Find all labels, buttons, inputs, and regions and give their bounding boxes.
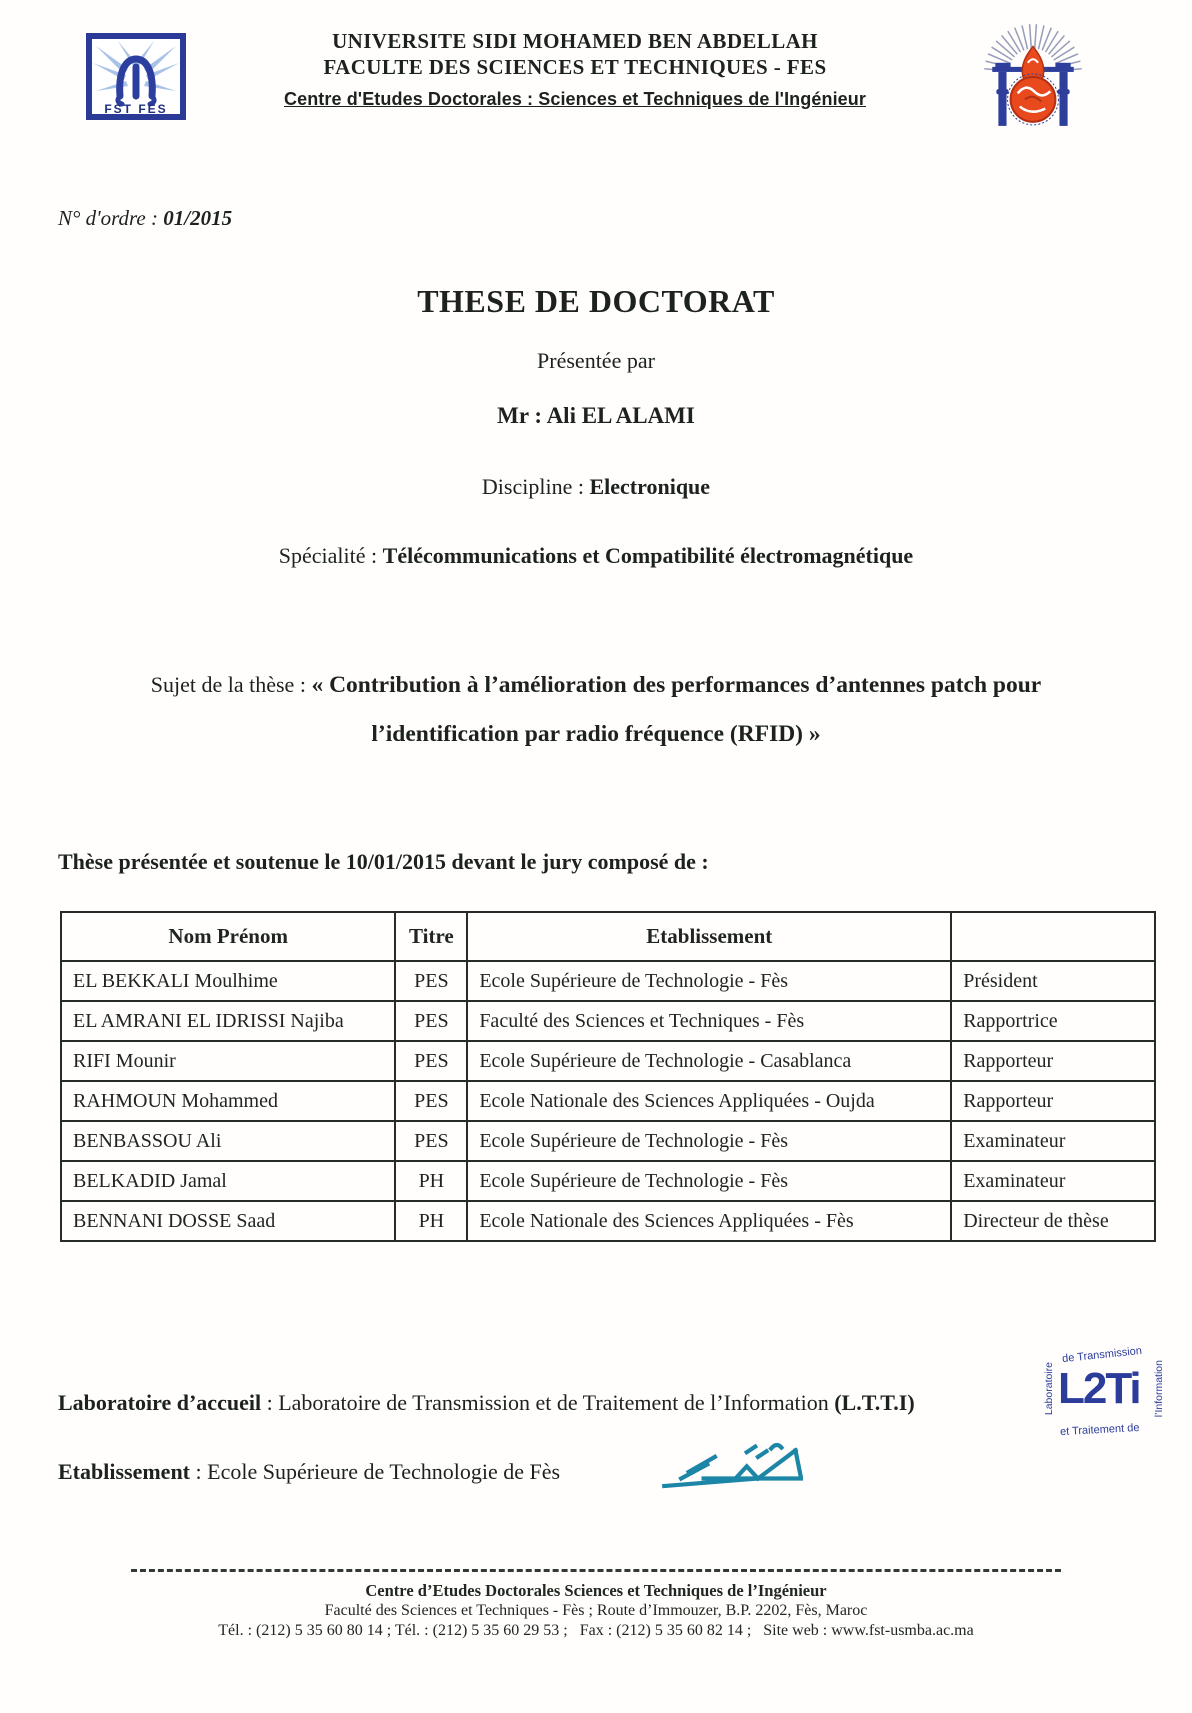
jury-role-cell: Examinateur <box>951 1161 1155 1201</box>
jury-title-cell: PES <box>395 1041 467 1081</box>
page-title: THESE DE DOCTORAT <box>417 283 775 319</box>
jury-role-cell: Rapportrice <box>951 1001 1155 1041</box>
university-seal-logo <box>982 18 1084 132</box>
doctoral-center-name: Centre d'Etudes Doctorales : Sciences et Techniques de l'Ingénieur <box>284 89 866 109</box>
subject-label: Sujet de la thèse : <box>150 672 312 697</box>
laboratory-line <box>58 1390 915 1416</box>
footer-contacts: Tél. : (212) 5 35 60 80 14 ; Tél. : (212) 5 35 60 29 53 ; Fax : (212) 5 35 60 82 14 ; Site web : www.fst-usmba.ac.ma <box>218 1622 974 1639</box>
jury-role-cell: Président <box>951 961 1155 1001</box>
jury-name-cell: BELKADID Jamal <box>61 1161 395 1201</box>
footer-divider <box>131 1569 1061 1572</box>
jury-role-cell: Directeur de thèse <box>951 1201 1155 1241</box>
establishment-label: Etablissement <box>58 1459 190 1484</box>
footer-address: Faculté des Sciences et Techniques - Fès ; Route d’Immouzer, B.P. 2202, Fès, Maroc <box>324 1602 868 1619</box>
seal-calligraphy <box>1008 47 1059 125</box>
jury-name-cell: RAHMOUN Mohammed <box>61 1081 395 1121</box>
specialite-line <box>0 543 1192 569</box>
ltti-lab-logo <box>1043 1344 1165 1450</box>
ltti-logo-right-text: l’Information <box>1153 1360 1165 1418</box>
jury-institution-cell: Ecole Supérieure de Technologie - Fès <box>467 1121 951 1161</box>
ltti-logo-bottom-text: et Traitement de <box>1059 1421 1140 1439</box>
est-fes-signature-logo <box>653 1440 803 1502</box>
jury-title-cell: PH <box>395 1201 467 1241</box>
laboratory-separator: : <box>261 1390 279 1415</box>
order-number-line <box>58 206 232 231</box>
col-header-title: Titre <box>395 912 467 961</box>
col-header-role <box>951 912 1155 961</box>
fst-logo-label: FST FES <box>104 102 168 116</box>
establishment-line <box>58 1459 560 1485</box>
jury-institution-cell: Ecole Supérieure de Technologie - Fès <box>467 1161 951 1201</box>
jury-institution-cell: Ecole Nationale des Sciences Appliquées - Oujda <box>467 1081 951 1121</box>
jury-role-cell: Examinateur <box>951 1121 1155 1161</box>
laboratory-acronym: (L.T.T.I) <box>834 1390 915 1415</box>
jury-institution-cell: Ecole Supérieure de Technologie - Fès <box>467 961 951 1001</box>
laboratory-label: Laboratoire d’accueil <box>58 1390 262 1415</box>
author-name: Mr : Ali EL ALAMI <box>497 403 695 428</box>
thesis-subject <box>28 660 1164 759</box>
table-row <box>61 1081 1155 1121</box>
jury-name-cell: RIFI Mounir <box>61 1041 395 1081</box>
specialite-value: Télécommunications et Compatibilité électromagnétique <box>382 543 914 568</box>
table-header-row <box>61 912 1155 961</box>
ltti-logo-wordmark: L2Ti <box>1058 1364 1140 1413</box>
jury-title-cell: PES <box>395 1001 467 1041</box>
table-row <box>61 1041 1155 1081</box>
jury-name-cell: BENBASSOU Ali <box>61 1121 395 1161</box>
jury-title-cell: PES <box>395 1121 467 1161</box>
jury-name-cell: BENNANI DOSSE Saad <box>61 1201 395 1241</box>
laboratory-text: Laboratoire de Transmission et de Traitement de l’Information <box>278 1390 835 1415</box>
table-row <box>61 1001 1155 1041</box>
jury-institution-cell: Ecole Supérieure de Technologie - Casablanca <box>467 1041 951 1081</box>
header-titles <box>185 28 965 110</box>
jury-name-cell: EL BEKKALI Moulhime <box>61 961 395 1001</box>
ltti-logo-top-text: de Transmission <box>1061 1344 1143 1366</box>
order-number-label: N° d'ordre : <box>58 206 164 230</box>
discipline-label: Discipline : <box>481 474 590 499</box>
ltti-logo-left-text: Laboratoire <box>1043 1362 1055 1416</box>
subject-text-line2: l’identification par radio fréquence (RFID) » <box>371 721 821 747</box>
table-row <box>61 1121 1155 1161</box>
table-row <box>61 961 1155 1001</box>
faculty-name: FACULTE DES SCIENCES ET TECHNIQUES - FES <box>323 55 827 79</box>
jury-institution-cell: Faculté des Sciences et Techniques - Fès <box>467 1001 951 1041</box>
discipline-line <box>0 474 1192 500</box>
jury-institution-cell: Ecole Nationale des Sciences Appliquées - Fès <box>467 1201 951 1241</box>
fst-fes-logo <box>86 33 186 120</box>
col-header-institution: Etablissement <box>467 912 951 961</box>
order-number-value: 01/2015 <box>163 206 233 230</box>
footer <box>0 1581 1192 1641</box>
establishment-separator: : <box>190 1459 208 1484</box>
establishment-text: Ecole Supérieure de Technologie de Fès <box>207 1459 561 1484</box>
presented-by-line: Présentée par <box>537 348 655 373</box>
col-header-name: Nom Prénom <box>61 912 395 961</box>
jury-intro-line: Thèse présentée et soutenue le 10/01/2015 devant le jury composé de : <box>58 849 709 874</box>
jury-role-cell: Rapporteur <box>951 1041 1155 1081</box>
discipline-value: Electronique <box>589 474 711 499</box>
table-row <box>61 1201 1155 1241</box>
university-name: UNIVERSITE SIDI MOHAMED BEN ABDELLAH <box>332 29 818 53</box>
jury-role-cell: Rapporteur <box>951 1081 1155 1121</box>
footer-center-name: Centre d’Etudes Doctorales Sciences et Techniques de l’Ingénieur <box>365 1581 827 1600</box>
jury-title-cell: PES <box>395 961 467 1001</box>
table-row <box>61 1161 1155 1201</box>
jury-title-cell: PH <box>395 1161 467 1201</box>
jury-title-cell: PES <box>395 1081 467 1121</box>
thesis-subject-line1 <box>28 660 1164 710</box>
jury-table <box>60 911 1156 1242</box>
jury-name-cell: EL AMRANI EL IDRISSI Najiba <box>61 1001 395 1041</box>
subject-text-line1: « Contribution à l’amélioration des performances d’antennes patch pour <box>311 672 1042 698</box>
specialite-label: Spécialité : <box>278 543 383 568</box>
